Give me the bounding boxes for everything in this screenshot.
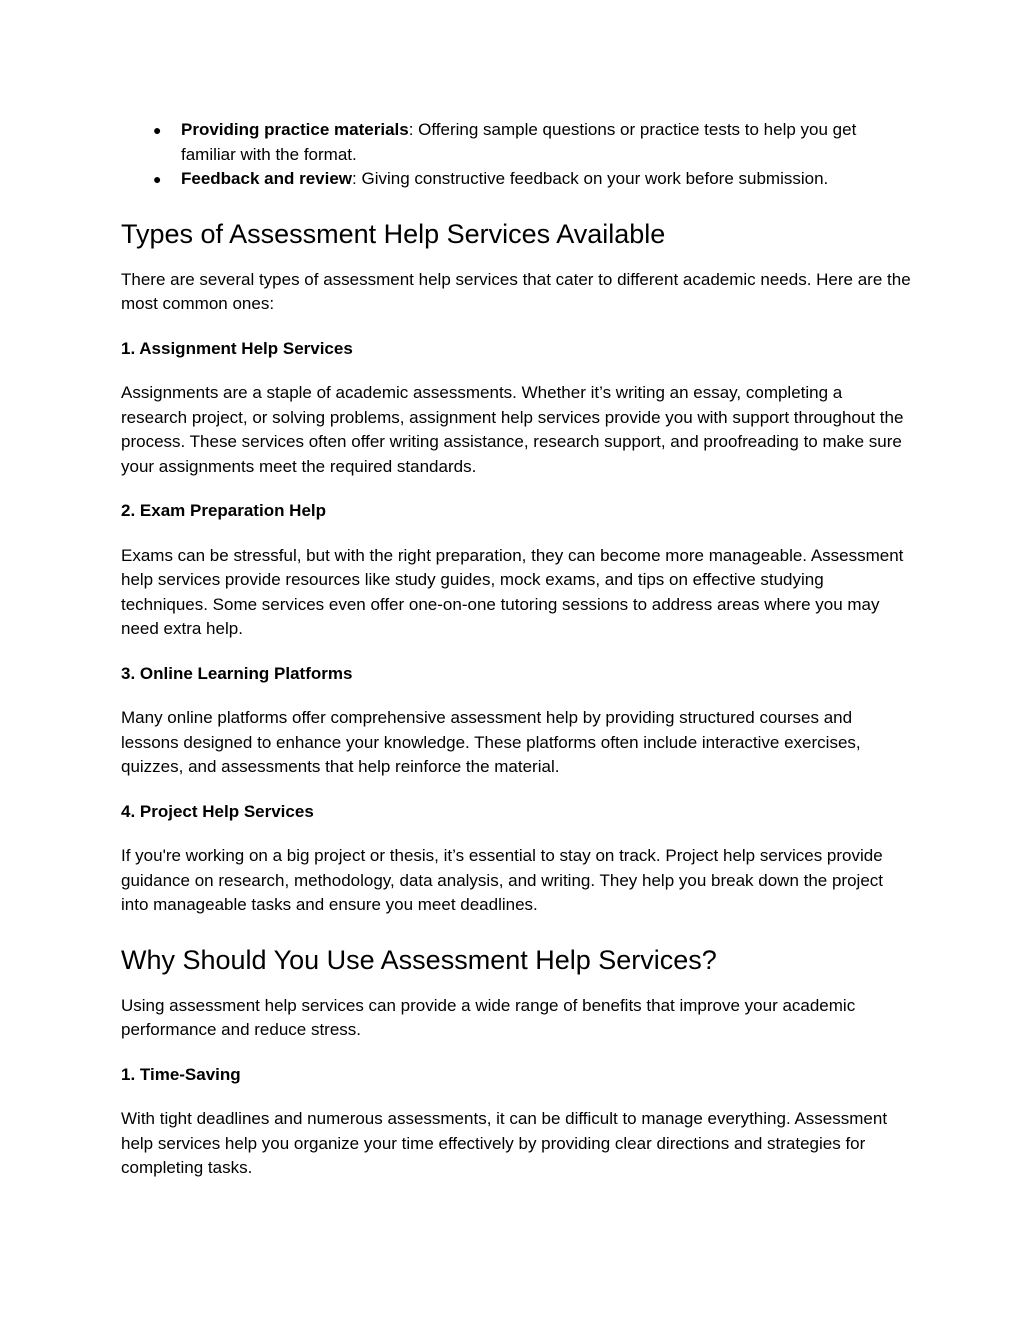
paragraph: With tight deadlines and numerous assessments, it can be difficult to manage everything. Assessment help services help you organize your time effectively by providing clear directions and strategies for completing tasks. bbox=[121, 1109, 888, 1177]
bullet-item bbox=[121, 118, 911, 167]
bullet-dot-icon: ● bbox=[153, 171, 162, 187]
bullet-text: : Giving constructive feedback on your work before submission. bbox=[352, 169, 829, 188]
subheading: 1. Time-Saving bbox=[121, 1064, 241, 1084]
bullet-bold-text: Providing practice materials bbox=[181, 120, 409, 139]
section-intro: Using assessment help services can provide a wide range of benefits that improve your academic performance and reduce stress. bbox=[121, 995, 856, 1039]
bullet-text: : Offering sample questions or practice tests to help you get familiar with the format. bbox=[181, 120, 857, 164]
subheading: 4. Project Help Services bbox=[121, 801, 314, 821]
paragraph: Many online platforms offer comprehensive assessment help by providing structured courses and lessons designed to enhance your knowledge. These platforms often include interactive exercises, quizzes, and assessments that help reinforce the material. bbox=[121, 708, 861, 776]
section-heading-why: Why Should You Use Assessment Help Services? bbox=[121, 944, 717, 975]
bullet-bold-text: Feedback and review bbox=[181, 169, 353, 188]
document-page bbox=[121, 118, 911, 1181]
section-intro: There are several types of assessment help services that cater to different academic needs. Here are the most common ones: bbox=[121, 269, 911, 313]
subheading: 3. Online Learning Platforms bbox=[121, 663, 353, 683]
subheading: 1. Assignment Help Services bbox=[121, 338, 353, 358]
section-heading-types: Types of Assessment Help Services Available bbox=[121, 218, 666, 249]
paragraph: Exams can be stressful, but with the right preparation, they can become more manageable. Assessment help services provide resources like study guides, mock exams, and tips on effective studying techniques. Some services even offer one-on-one tutoring sessions to address areas where you may need extra help. bbox=[121, 545, 904, 638]
bullet-item bbox=[121, 167, 911, 192]
subheading: 2. Exam Preparation Help bbox=[121, 501, 327, 520]
bullet-dot-icon: ● bbox=[153, 122, 162, 138]
paragraph: If you're working on a big project or thesis, it’s essential to stay on track. Project help services provide guidance on research, methodology, data analysis, and writing. They help you break down the project into manageable tasks and ensure you meet deadlines. bbox=[121, 846, 884, 914]
paragraph: Assignments are a staple of academic assessments. Whether it’s writing an essay, completing a research project, or solving problems, assignment help services provide you with support throughout the process. These services often offer writing assistance, research support, and proofreading to make sure your assignments meet the required standards. bbox=[121, 383, 904, 476]
bullet-list bbox=[121, 118, 911, 192]
